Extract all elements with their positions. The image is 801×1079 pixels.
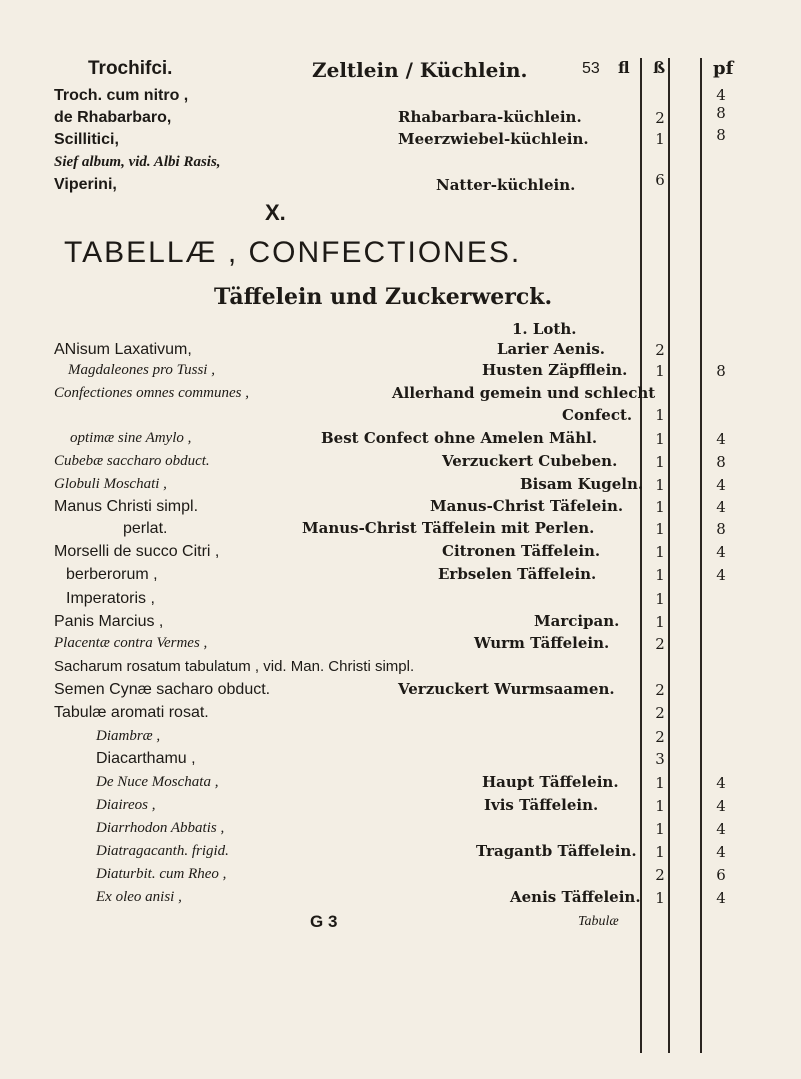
price-pf: 4 [716,797,726,815]
german-name: Haupt Täffelein. [482,773,619,791]
german-name: Citronen Täffelein. [442,542,601,560]
latin-name: Confectiones omnes communes , [54,385,249,401]
price-b: 1 [655,362,665,380]
price-b: 2 [655,728,665,746]
german-name: Larier Aenis. [497,340,605,358]
latin-name: Diacarthamu , [96,750,196,767]
page-number: 53 [582,60,600,77]
price-b: 1 [655,543,665,561]
catchword: Tabulæ [578,914,619,929]
latin-name: ANisum Laxativum, [54,341,192,358]
column-rule-pf [700,58,702,1053]
price-pf: 8 [716,520,726,538]
latin-name: optimæ sine Amylo , [70,430,192,446]
latin-name: Scillitici, [54,131,119,148]
price-pf: 4 [716,86,726,104]
latin-name: Viperini, [54,176,117,193]
price-b: 1 [655,406,665,424]
latin-name: Diaireos , [96,797,156,813]
column-header-b: ß [653,58,666,77]
price-b: 2 [655,341,665,359]
running-head-left: Trochifci. [88,58,173,79]
price-b: 1 [655,590,665,608]
latin-name: Globuli Moschati , [54,476,167,492]
price-pf: 4 [716,566,726,584]
price-pf: 4 [716,476,726,494]
german-name: Bisam Kugeln. [520,475,644,493]
latin-name: de Rhabarbaro, [54,109,172,126]
price-b: 1 [655,843,665,861]
signature-mark: G 3 [310,912,338,931]
latin-name: Manus Christi simpl. [54,498,199,515]
latin-name: Morselli de succo Citri , [54,543,220,560]
price-b: 2 [655,635,665,653]
price-b: 1 [655,820,665,838]
price-b: 1 [655,613,665,631]
latin-name: De Nuce Moschata , [96,774,219,790]
price-b: 1 [655,889,665,907]
price-pf: 4 [716,498,726,516]
price-b: 2 [655,704,665,722]
price-pf: 4 [716,843,726,861]
german-name: Allerhand gemein und schlecht [392,384,656,402]
price-pf: 8 [716,453,726,471]
latin-name: Semen Cynæ sacharo obduct. [54,681,271,698]
price-pf: 4 [716,430,726,448]
german-name: Best Confect ohne Amelen Mähl. [321,429,598,447]
price-pf: 4 [716,543,726,561]
german-name: Verzuckert Cubeben. [442,452,618,470]
latin-name: Diaturbit. cum Rheo , [96,866,227,882]
latin-name: berberorum , [66,566,158,583]
latin-name: Diambræ , [96,728,161,744]
price-b: 1 [655,566,665,584]
latin-name: Imperatoris , [66,590,155,607]
price-b: 1 [655,453,665,471]
section-subtitle: Täffelein und Zuckerwerck. [214,284,553,310]
price-b: 1 [655,774,665,792]
german-name: Erbselen Täffelein. [438,565,597,583]
german-name: Rhabarbara-küchlein. [398,108,582,126]
latin-name: Placentæ contra Vermes , [54,635,208,651]
price-b: 1 [655,520,665,538]
section-title: TABELLÆ , CONFECTIONES. [64,236,522,269]
latin-name: Sief album, vid. Albi Rasis, [54,154,221,170]
price-b: 3 [655,750,665,768]
german-name: Tragantb Täffelein. [476,842,637,860]
price-b: 2 [655,681,665,699]
latin-name: Cubebæ saccharo obduct. [54,453,210,469]
price-pf: 6 [716,866,726,884]
section-number: X. [265,200,286,225]
unit-note: 1. Loth. [512,320,577,338]
latin-name: Diatragacanth. frigid. [96,843,229,859]
column-header-pf: pf [713,58,734,79]
running-head-center: Zeltlein / Küchlein. [312,58,528,82]
price-b: 1 [655,130,665,148]
latin-name: Ex oleo anisi , [96,889,182,905]
latin-name: Tabulæ aromati rosat. [54,704,209,721]
latin-name: perlat. [123,520,168,537]
german-name: Manus-Christ Täffelein mit Perlen. [302,519,595,537]
german-name: Confect. [562,406,633,424]
latin-name: Magdaleones pro Tussi , [68,362,215,378]
german-name: Aenis Täffelein. [510,888,641,906]
column-header-fl: fl [618,58,630,77]
price-pf: 8 [716,362,726,380]
price-b: 1 [655,498,665,516]
latin-name: Diarrhodon Abbatis , [96,820,225,836]
latin-name: Panis Marcius , [54,613,164,630]
german-name: Verzuckert Wurmsaamen. [398,680,615,698]
german-name: Meerzwiebel-küchlein. [398,130,589,148]
price-b: 6 [655,171,665,189]
german-name: Manus-Christ Täfelein. [430,497,624,515]
german-name: Natter-küchlein. [436,176,576,194]
german-name: Wurm Täffelein. [474,634,610,652]
price-pf: 8 [716,126,726,144]
latin-name: Troch. cum nitro , [54,87,189,104]
german-name: Ivis Täffelein. [484,796,599,814]
price-pf: 4 [716,820,726,838]
price-b: 1 [655,476,665,494]
latin-name: Sacharum rosatum tabulatum , vid. Man. Christi simpl. [54,658,415,675]
price-pf: 4 [716,889,726,907]
price-pf: 8 [716,104,726,122]
price-pf: 4 [716,774,726,792]
price-b: 1 [655,797,665,815]
german-name: Husten Zäpfflein. [482,361,628,379]
german-name: Marcipan. [534,612,620,630]
price-b: 2 [655,109,665,127]
price-b: 1 [655,430,665,448]
price-b: 2 [655,866,665,884]
